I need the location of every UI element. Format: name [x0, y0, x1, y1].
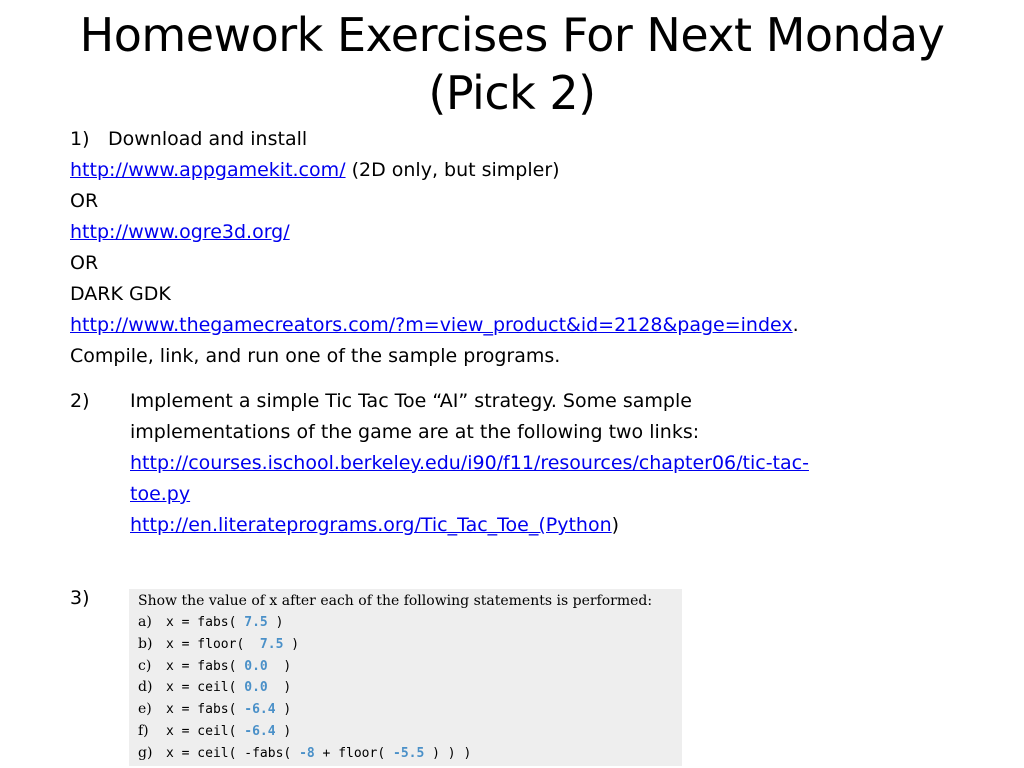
- code-statement: x = fabs(: [166, 615, 245, 630]
- exercise-3-caption: Show the value of x after each of the following statements is performed:: [138, 593, 653, 609]
- code-statement-end: ) ) ): [424, 745, 472, 761]
- compile-instruction: Compile, link, and run one of the sample programs.: [70, 345, 561, 367]
- code-statement-end: ): [267, 658, 292, 674]
- code-value: -8: [299, 745, 315, 761]
- code-value: 7.5: [259, 636, 284, 652]
- ogre3d-line: [70, 217, 970, 248]
- code-value: 0.0: [244, 680, 268, 696]
- code-item-label: a): [138, 614, 152, 630]
- code-item: [138, 656, 682, 678]
- code-item: [138, 743, 682, 765]
- literateprograms-suffix: ): [611, 514, 620, 536]
- code-statement: x = ceil(: [166, 723, 245, 739]
- exercise-2-content: [130, 386, 910, 541]
- code-statement: x = ceil(: [166, 680, 245, 696]
- code-statement-end: ): [275, 702, 292, 718]
- code-value: 7.5: [244, 615, 268, 630]
- code-item: [138, 699, 682, 721]
- title-line-1: Homework Exercises For Next Monday: [79, 8, 945, 62]
- code-item-label: b): [138, 635, 153, 652]
- code-value: -5.5: [393, 745, 425, 761]
- code-item: [138, 677, 682, 699]
- code-statement-end: ): [267, 615, 284, 630]
- code-item-label: f): [138, 722, 149, 739]
- exercise-2-line-1: Implement a simple Tic Tac Toe “AI” strategy. Some sample: [130, 390, 692, 412]
- code-item-label: c): [138, 657, 152, 674]
- berkeley-link-line-2: [130, 479, 910, 510]
- code-item-label: d): [138, 679, 153, 696]
- appgamekit-link[interactable]: http://www.appgamekit.com/: [70, 159, 346, 181]
- code-statement: x = floor(: [166, 636, 260, 652]
- dark-gdk-label: DARK GDK: [70, 283, 171, 305]
- exercise-1-intro: Download and install: [108, 128, 308, 150]
- code-item: [138, 721, 682, 743]
- code-value: -6.4: [244, 723, 276, 739]
- thegamecreators-line: [70, 310, 970, 341]
- code-item-label: e): [138, 701, 152, 718]
- exercise-1-intro-line: [70, 124, 970, 155]
- exercise-3-number: 3): [70, 587, 90, 609]
- code-statement-mid: + floor(: [314, 745, 393, 761]
- code-statement: x = ceil( -fabs(: [166, 745, 300, 761]
- code-statement-end: ): [283, 636, 300, 652]
- code-statement: x = fabs(: [166, 658, 245, 674]
- literateprograms-line: [130, 510, 910, 541]
- code-statement-end: ): [267, 680, 292, 696]
- exercise-2-number: 2): [70, 390, 90, 412]
- code-item: [138, 634, 682, 656]
- slide-title: [0, 6, 1024, 122]
- appgamekit-line: [70, 155, 970, 186]
- berkeley-link-part-1[interactable]: http://courses.ischool.berkeley.edu/i90/f11/resources/chapter06/tic-tac-: [130, 452, 809, 474]
- appgamekit-note: (2D only, but simpler): [345, 159, 560, 181]
- title-line-2: (Pick 2): [428, 66, 596, 120]
- berkeley-link-line-1: [130, 448, 910, 479]
- code-value: 0.0: [244, 658, 268, 674]
- ogre3d-link[interactable]: http://www.ogre3d.org/: [70, 221, 290, 243]
- or-separator-1: OR: [70, 190, 99, 212]
- exercise-3-code-box: [129, 589, 682, 766]
- code-statement: x = fabs(: [166, 702, 245, 718]
- thegamecreators-suffix: .: [792, 314, 799, 336]
- exercise-1: [70, 124, 970, 372]
- or-separator-2: OR: [70, 252, 99, 274]
- berkeley-link-part-2[interactable]: toe.py: [130, 483, 191, 505]
- code-statement-end: ): [275, 723, 292, 739]
- code-item: [138, 612, 682, 634]
- exercise-2-line-2: implementations of the game are at the following two links:: [130, 421, 700, 443]
- code-value: -6.4: [244, 702, 276, 718]
- exercise-1-number: 1): [70, 128, 90, 150]
- literateprograms-link[interactable]: http://en.literateprograms.org/Tic_Tac_Toe_(Python: [130, 514, 612, 536]
- thegamecreators-link[interactable]: http://www.thegamecreators.com/?m=view_product&id=2128&page=index: [70, 314, 793, 336]
- code-item-label: g): [138, 744, 153, 761]
